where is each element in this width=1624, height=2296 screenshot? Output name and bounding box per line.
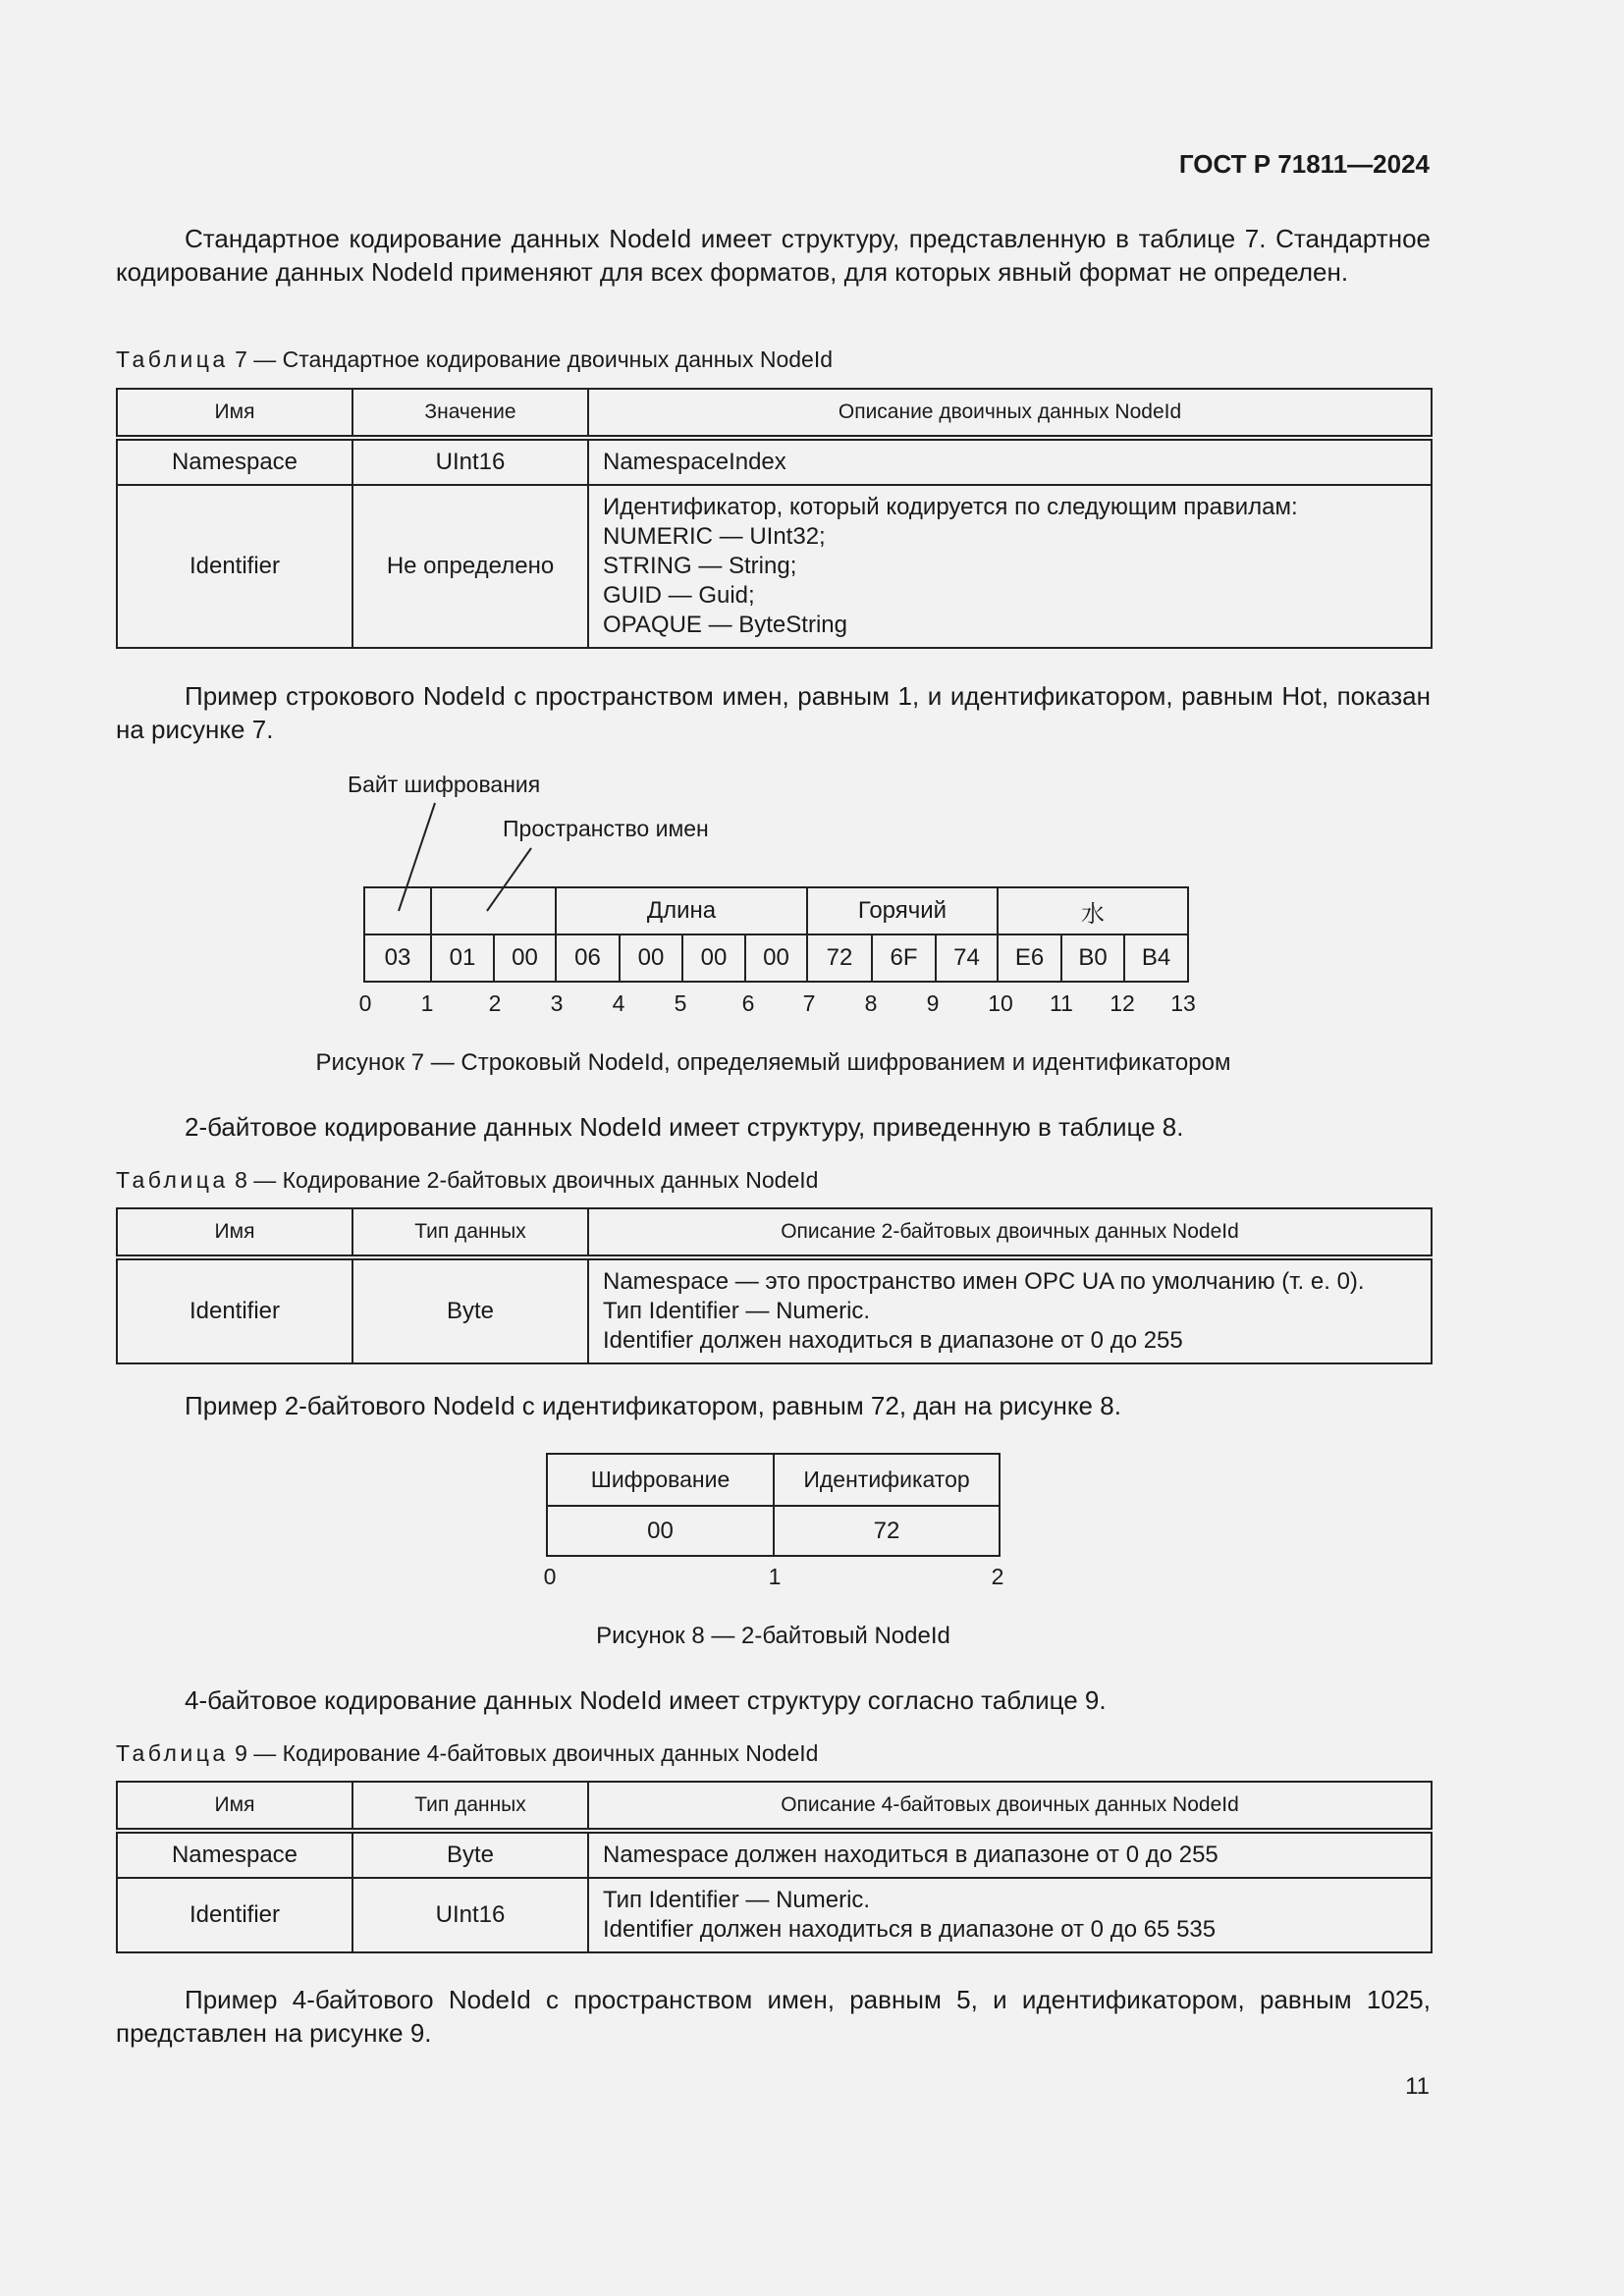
table-cell-desc: NamespaceIndex xyxy=(588,438,1432,485)
offset-tick: 9 xyxy=(926,990,940,1016)
paragraph-table8-intro: 2-байтовое кодирование данных NodeId имеет структуру, приведенную в таблице 8. xyxy=(185,1112,1184,1142)
byte-cell: 00 xyxy=(744,934,808,983)
intro-paragraph: Стандартное кодирование данных NodeId имеет структуру, представленную в таблице 7. Стандартное кодирование данных NodeId применяют для всех форматов, для которых явный формат не определен. xyxy=(116,224,1431,287)
table-cell-name: Identifier xyxy=(117,1878,352,1952)
table-header-cell: Значение xyxy=(352,389,588,438)
paragraph-table9-intro: 4-байтовое кодирование данных NodeId имеет структуру согласно таблице 9. xyxy=(185,1685,1107,1715)
table-header-cell: Описание 4-байтовых двоичных данных NodeId xyxy=(588,1782,1432,1831)
offset-tick: 8 xyxy=(864,990,878,1016)
table-header-cell: Описание 2-байтовых двоичных данных NodeId xyxy=(588,1208,1432,1257)
table8-caption-word: Таблица xyxy=(116,1167,229,1193)
table7-caption-text: 7 — Стандартное кодирование двоичных данных NodeId xyxy=(228,347,834,372)
encoding-header-cell: Шифрование xyxy=(546,1453,775,1507)
byte-cell: B4 xyxy=(1123,934,1189,983)
figure7-caption: Рисунок 7 — Строковый NodeId, определяемый шифрованием и идентификатором xyxy=(315,1049,1231,1076)
desc-line: Тип Identifier — Numeric. xyxy=(603,1887,871,1913)
offset-tick: 7 xyxy=(802,990,816,1016)
offset-tick: 1 xyxy=(768,1564,782,1589)
offset-tick: 10 xyxy=(988,990,1013,1016)
hot-group-cell: Горячий xyxy=(806,886,999,935)
desc-line: Идентификатор, который кодируется по следующим правилам: xyxy=(603,494,1298,520)
table-cell-name: Namespace xyxy=(117,1831,352,1878)
table9-caption-text: 9 — Кодирование 4-байтовых двоичных данных NodeId xyxy=(228,1740,819,1766)
offset-tick: 11 xyxy=(1050,990,1073,1016)
table-header-cell: Описание двоичных данных NodeId xyxy=(588,389,1432,438)
table-cell-name: Identifier xyxy=(117,485,352,648)
namespace-group-cell xyxy=(430,886,557,935)
offset-tick: 13 xyxy=(1170,990,1196,1016)
table-header-cell: Имя xyxy=(117,1208,352,1257)
document-id-header: ГОСТ Р 71811—2024 xyxy=(1178,149,1430,179)
desc-line: OPAQUE — ByteString xyxy=(603,612,847,638)
byte-cell: 00 xyxy=(619,934,683,983)
length-group-cell: Длина xyxy=(555,886,808,935)
table-cell-name: Identifier xyxy=(117,1257,352,1363)
table9 xyxy=(116,1781,1433,1953)
offset-tick: 1 xyxy=(420,990,434,1016)
desc-line: Identifier должен находиться в диапазоне от 0 до 255 xyxy=(603,1327,1183,1354)
table-row xyxy=(117,1831,1432,1878)
byte-cell: 03 xyxy=(363,934,432,983)
offset-tick: 5 xyxy=(674,990,687,1016)
figure8-caption: Рисунок 8 — 2-байтовый NodeId xyxy=(596,1623,950,1649)
water-group-cell: 水 xyxy=(997,886,1189,935)
table7-caption-word: Таблица xyxy=(116,347,229,372)
table-cell-desc xyxy=(588,1878,1432,1952)
offset-tick: 6 xyxy=(741,990,755,1016)
desc-line: STRING — String; xyxy=(603,553,797,579)
byte-cell: 72 xyxy=(806,934,873,983)
namespace-label: Пространство имен xyxy=(503,816,709,841)
table-header-cell: Тип данных xyxy=(352,1782,588,1831)
table-cell-value: UInt16 xyxy=(352,1878,588,1952)
table-header-row xyxy=(117,1782,1432,1831)
table-cell-value: Byte xyxy=(352,1831,588,1878)
byte-cell: 01 xyxy=(430,934,495,983)
table9-caption-word: Таблица xyxy=(116,1740,229,1766)
table8 xyxy=(116,1207,1433,1364)
desc-line: Namespace — это пространство имен OPC UA по умолчанию (т. е. 0). xyxy=(603,1268,1365,1295)
table-header-cell: Имя xyxy=(117,1782,352,1831)
identifier-header-cell: Идентификатор xyxy=(773,1453,1001,1507)
table-cell-value: UInt16 xyxy=(352,438,588,485)
byte-cell: 74 xyxy=(935,934,999,983)
paragraph-figure8-intro: Пример 2-байтового NodeId с идентификатором, равным 72, дан на рисунке 8. xyxy=(185,1391,1121,1420)
table-header-cell: Имя xyxy=(117,389,352,438)
identifier-value-cell: 72 xyxy=(773,1505,1001,1557)
table-header-row xyxy=(117,1208,1432,1257)
table-cell-desc: Namespace должен находиться в диапазоне от 0 до 255 xyxy=(588,1831,1432,1878)
table-cell-name: Namespace xyxy=(117,438,352,485)
table-row xyxy=(117,1257,1432,1363)
offset-tick: 12 xyxy=(1110,990,1135,1016)
desc-line: NUMERIC — UInt32; xyxy=(603,523,826,550)
byte-cell: 00 xyxy=(493,934,557,983)
offset-tick: 3 xyxy=(550,990,564,1016)
desc-line: Тип Identifier — Numeric. xyxy=(603,1298,871,1324)
byte-cell: 00 xyxy=(681,934,746,983)
paragraph-figure7-intro: Пример строкового NodeId с пространством имен, равным 1, и идентификатором, равным Hot, показан на рисунке 7. xyxy=(116,681,1431,744)
table9-caption xyxy=(116,1740,818,1767)
table8-caption-text: 8 — Кодирование 2-байтовых двоичных данных NodeId xyxy=(228,1167,819,1193)
table-cell-desc xyxy=(588,1257,1432,1363)
table-row xyxy=(117,1878,1432,1952)
byte-cell: E6 xyxy=(997,934,1062,983)
table-cell-value: Не определено xyxy=(352,485,588,648)
encoding-group-cell xyxy=(363,886,432,935)
desc-line: Identifier должен находиться в диапазоне от 0 до 65 535 xyxy=(603,1916,1217,1943)
encoding-byte-label: Байт шифрования xyxy=(348,772,541,797)
byte-cell: B0 xyxy=(1060,934,1125,983)
byte-cell: 06 xyxy=(555,934,621,983)
paragraph-figure9-intro: Пример 4-байтового NodeId с пространством имен, равным 5, и идентификатором, равным 1025, представлен на рисунке 9. xyxy=(116,1985,1431,2048)
offset-tick: 4 xyxy=(612,990,625,1016)
offset-tick: 2 xyxy=(488,990,502,1016)
desc-line: GUID — Guid; xyxy=(603,582,755,609)
table-cell-value: Byte xyxy=(352,1257,588,1363)
page-number: 11 xyxy=(1405,2073,1430,2100)
encoding-value-cell: 00 xyxy=(546,1505,775,1557)
byte-cell: 6F xyxy=(871,934,937,983)
offset-tick: 0 xyxy=(543,1564,557,1589)
offset-tick: 2 xyxy=(991,1564,1004,1589)
table8-caption xyxy=(116,1167,818,1194)
table-header-cell: Тип данных xyxy=(352,1208,588,1257)
offset-tick: 0 xyxy=(358,990,372,1016)
